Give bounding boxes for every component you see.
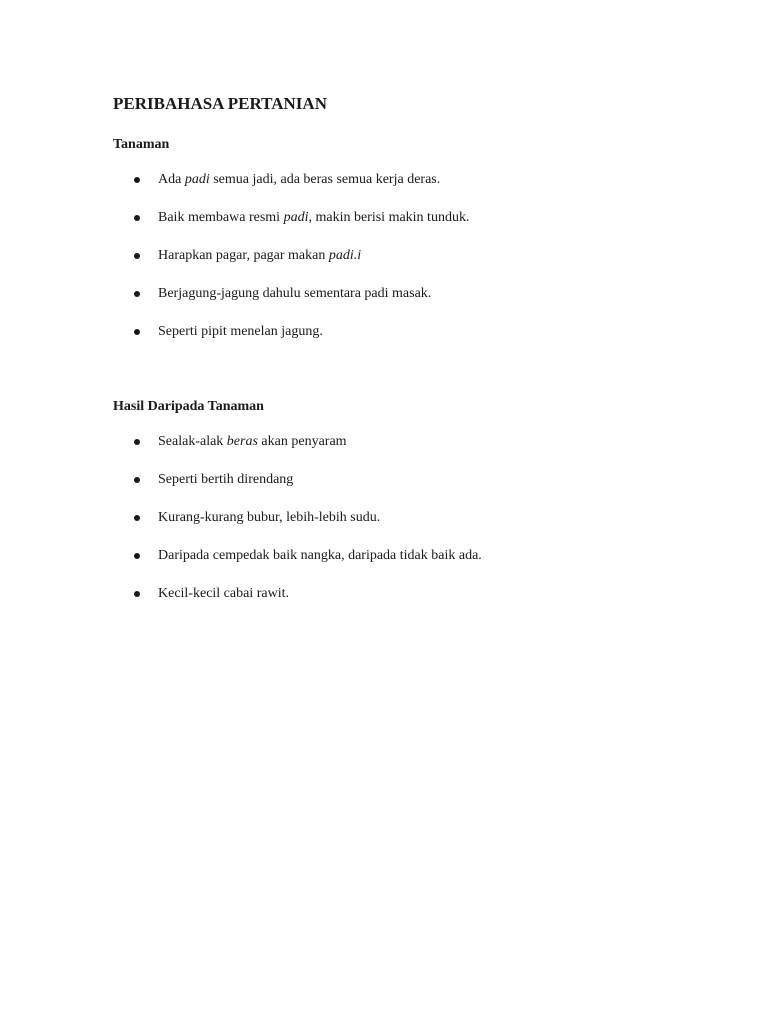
bullet-icon <box>134 553 140 559</box>
proverb-text: Daripada cempedak baik nangka, daripada tidak baik ada. <box>158 548 482 563</box>
document-title: PERIBAHASA PERTANIAN <box>113 94 327 113</box>
section-heading-tanaman: Tanaman <box>113 137 170 152</box>
proverb-text: Harapkan pagar, pagar makan padi.i <box>158 248 362 263</box>
bullet-icon <box>134 329 140 335</box>
bullet-icon <box>134 477 140 483</box>
proverb-text: Seperti bertih direndang <box>158 472 294 487</box>
bullet-icon <box>134 215 140 221</box>
proverb-text: Sealak-alak beras akan penyaram <box>158 434 347 449</box>
proverb-text: Ada padi semua jadi, ada beras semua kerja deras. <box>158 172 441 187</box>
proverb-text: Kurang-kurang bubur, lebih-lebih sudu. <box>158 510 381 525</box>
bullet-icon <box>134 291 140 297</box>
section-heading-hasil-daripada-tanaman: Hasil Daripada Tanaman <box>113 399 264 414</box>
bullet-icon <box>134 591 140 597</box>
proverb-text: Berjagung-jagung dahulu sementara padi masak. <box>158 286 432 301</box>
bullet-icon <box>134 177 140 183</box>
proverb-text: Seperti pipit menelan jagung. <box>158 324 323 339</box>
bullet-icon <box>134 439 140 445</box>
proverb-text: Kecil-kecil cabai rawit. <box>158 586 289 601</box>
bullet-icon <box>134 515 140 521</box>
proverb-text: Baik membawa resmi padi, makin berisi makin tunduk. <box>158 210 470 225</box>
bullet-icon <box>134 253 140 259</box>
